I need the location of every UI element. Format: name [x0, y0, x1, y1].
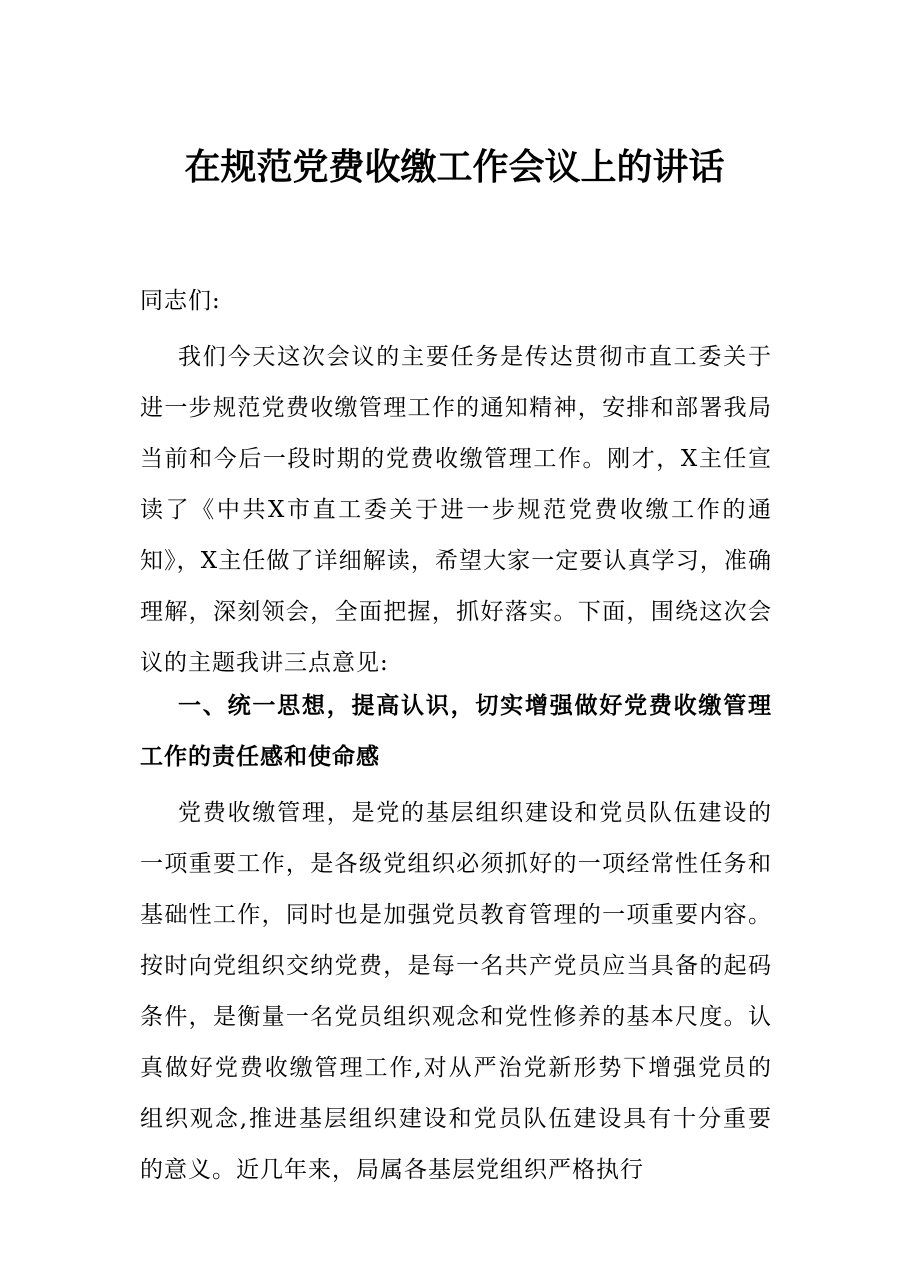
- salutation: 同志们:: [140, 288, 221, 314]
- section-heading-1: 一、统一思想，提高认识，切实增强做好党费收缴管理工作的责任感和使命感: [140, 692, 772, 770]
- document-title: 在规范党费收缴工作会议上的讲话: [184, 146, 725, 188]
- paragraph-section-1: 党费收缴管理，是党的基层组织建设和党员队伍建设的一项重要工作，是各级党组织必须抓好的一项经常性任务和基础性工作，同时也是加强党员教育管理的一项重要内容。按时向党组织交纳党费，是每一名共产党员应当具备的起码条件，是衡量一名党员组织观念和党性修养的基本尺度。认真做好党费收缴管理工作,对从严治党新形势下增强党员的组织观念,推进基层组织建设和党员队伍建设具有十分重要的意义。近几年来，局属各基层党组织严格执行: [140, 800, 772, 1183]
- paragraph-intro: 我们今天这次会议的主要任务是传达贯彻市直工委关于进一步规范党费收缴管理工作的通知精神，安排和部署我局当前和今后一段时期的党费收缴管理工作。刚才，X主任宣读了《中共X市直工委关于进一步规范党费收缴工作的通知》，X主任做了详细解读，希望大家一定要认真学习，准确理解，深刻领会，全面把握，抓好落实。下面，围绕这次会议的主题我讲三点意见:: [140, 344, 772, 676]
